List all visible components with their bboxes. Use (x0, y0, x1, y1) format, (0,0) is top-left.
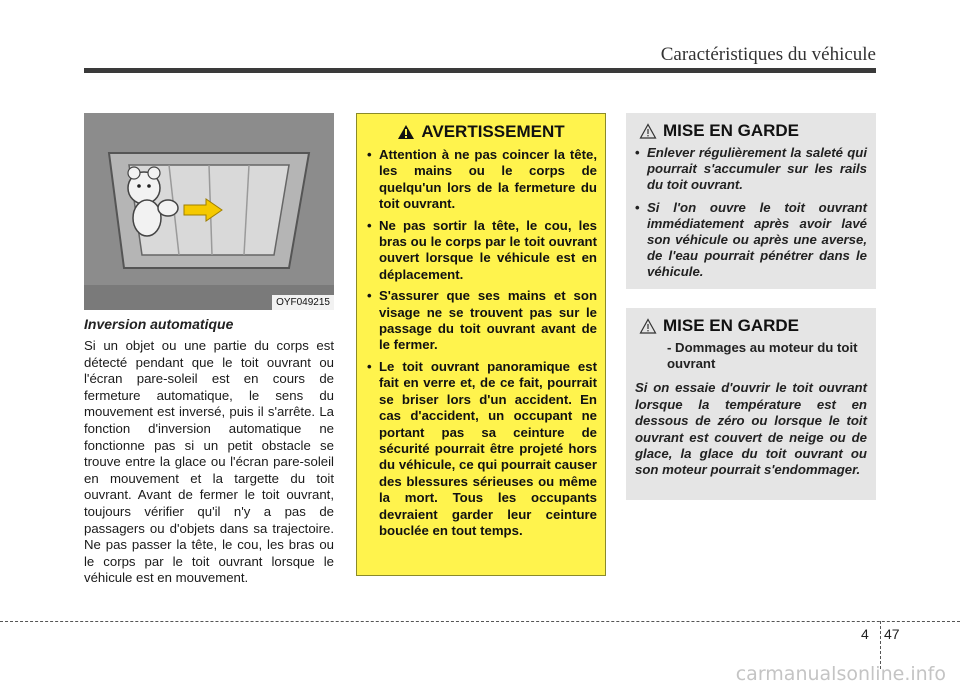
header-rule (84, 68, 876, 73)
section-title: Inversion automatique (84, 316, 234, 332)
warning-item: • Le toit ouvrant panoramique est fait en verre et, de ce fait, pourrait se briser lors d'un accident. En cas d'accident, un occupant ne portant pas sa ceinture de sécurité pourrait être projeté hors du véhicule, ce qui pourrait causer des blessures sérieuses ou même la mort. Tous les occupants devraient garder leur ceinture bouclée en tout temps. (365, 359, 597, 539)
warning-triangle-icon (397, 124, 415, 140)
caution-body: Si on essaie d'ouvrir le toit ouvrant lorsque la température est en dessous de zéro ou lorsque le toit ouvrant est couvert de neige ou de glace, la glace du toit ouvrant ou son moteur pourrait s'endommager. (635, 380, 867, 478)
caution-item: • Si l'on ouvre le toit ouvrant immédiatement après avoir lavé son véhicule ou après une averse, de l'eau pourrait pénétrer dans le véhicule. (635, 200, 867, 281)
caution-item: • Enlever régulièrement la saleté qui pourrait s'accumuler sur les rails du toit ouvrant. (635, 145, 867, 194)
header-title: Caractéristiques du véhicule (660, 44, 876, 65)
caution-box-motor (626, 308, 876, 500)
warning-item: • Attention à ne pas coincer la tête, les mains ou le corps de quelqu'un lors de la fermeture du toit ouvrant. (365, 147, 597, 213)
caution-title: MISE EN GARDE (663, 121, 800, 140)
caution-box-cleaning (626, 113, 876, 289)
warning-box (356, 113, 606, 576)
warning-title: AVERTISSEMENT (421, 122, 565, 141)
caution-header (635, 121, 867, 141)
section-body: Si un objet ou une partie du corps est détecté pendant que le toit ouvrant ou l'écran pare-soleil est en cours de fermeture automatique, le sens du mouvement est inversé, puis il s'arrête. La fonction d'inversion automatique ne fonctionne pas si un petit obstacle se trouve entre la glace ou l'écran pare-soleil en mouvement et la targette du toit ouvrant. Avant de fermer le toit ouvrant, toujours vérifier qu'il n'y a pas de passagers ou d'objets dans sa trajectoire. Ne pas passer la tête, le cou, les bras ou le corps par le toit ouvrant lorsque le véhicule est en mouvement. (84, 338, 334, 586)
caution-triangle-icon (639, 318, 657, 334)
caution-title: MISE EN GARDE (663, 316, 800, 335)
caution-list (635, 145, 867, 281)
warning-item: • Ne pas sortir la tête, le cou, les bras ou le corps par le toit ouvrant ouvert lorsque le véhicule est en déplacement. (365, 218, 597, 284)
sunroof-illustration (84, 113, 334, 310)
page-number: 47 (884, 626, 900, 642)
warning-list (365, 147, 597, 539)
caution-subtitle: - Dommages au moteur du toit ouvrant (667, 340, 858, 372)
warning-header (365, 122, 597, 142)
figure-code: OYF049215 (272, 295, 334, 310)
caution-header (635, 316, 867, 336)
page-section: 4 (861, 626, 869, 642)
footer-rule (0, 621, 960, 622)
page-divider (880, 621, 881, 669)
content-column-1 (84, 316, 334, 587)
warning-item: • S'assurer que ses mains et son visage ne se trouvent pas sur le passage du toit ouvrant avant de le fermer. (365, 288, 597, 354)
caution-triangle-icon (639, 123, 657, 139)
sunroof-drawing (84, 113, 334, 310)
watermark: carmanualsonline.info (735, 663, 946, 685)
